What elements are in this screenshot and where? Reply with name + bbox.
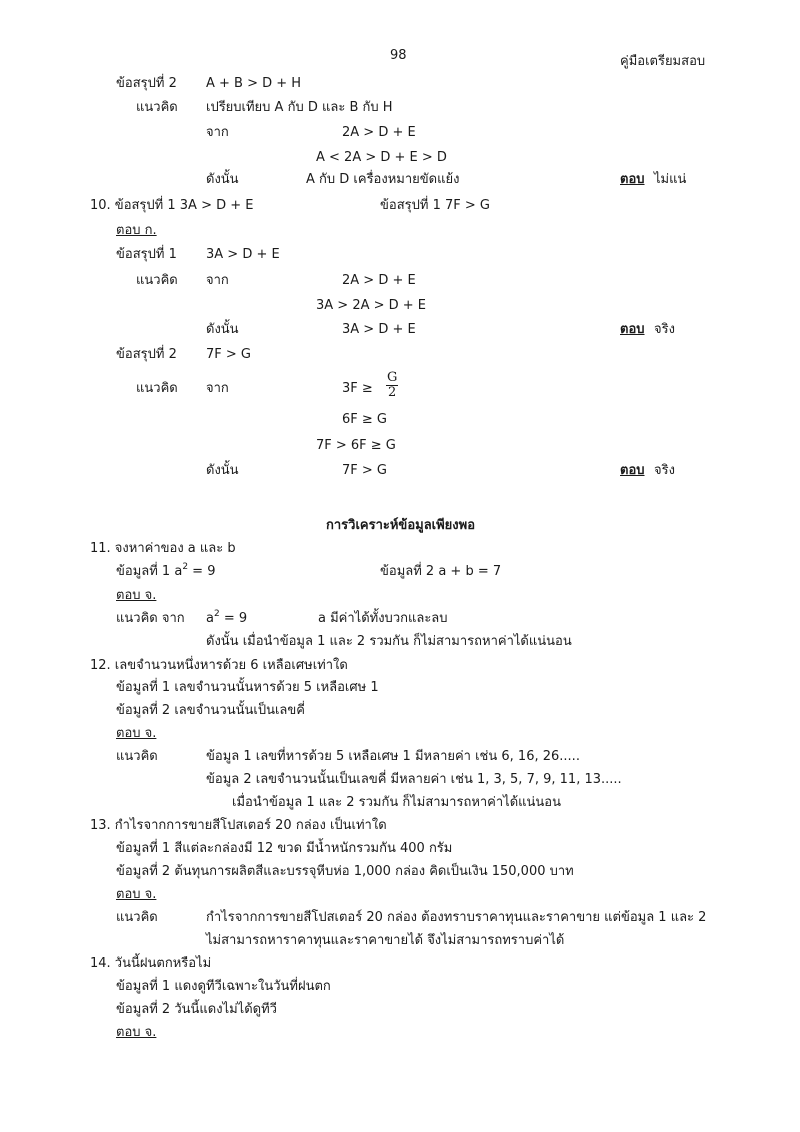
approach-equation: $a^2 = 9$ — [206, 609, 248, 626]
approach-text: เปรียบเทียบ A กับ D และ B กับ H — [206, 100, 393, 115]
conclusion-label: ข้อสรุปที่ 2 — [116, 76, 177, 91]
from-label: จาก — [206, 273, 229, 288]
from-expression: 2A > D + E — [342, 273, 416, 288]
answer: ตอบ จ. — [116, 588, 157, 603]
conclusion-expression: A + B > D + H — [206, 76, 302, 91]
step-expression: 6F ≥ G — [342, 412, 387, 427]
conclusion-label: ข้อสรุปที่ 2 — [116, 347, 177, 362]
data-2: ข้อมูลที่ 2 ต้นทุนการผลิตสีและบรรจุหีบห่อ 1,000 กล่อง คิดเป็นเงิน 150,000 บาท — [116, 864, 574, 879]
approach-line-2: ข้อมูล 2 เลขจำนวนนั้นเป็นเลขคี่ มีหลายค่า เช่น 1, 3, 5, 7, 9, 11, 13..... — [206, 772, 622, 787]
answer-value: จริง — [654, 322, 675, 337]
answer-value: ไม่แน่ — [654, 172, 687, 187]
chain-expression: 3A > 2A > D + E — [316, 298, 427, 313]
therefore-text: A กับ D เครื่องหมายขัดแย้ง — [306, 172, 460, 187]
approach-line-1: กำไรจากการขายสีโปสเตอร์ 20 กล่อง ต้องทราบราคาทุนและราคาขาย แต่ข้อมูล 1 และ 2 — [206, 910, 707, 925]
approach-line-3: เมื่อนำข้อมูล 1 และ 2 รวมกัน ก็ไม่สามารถหาค่าได้แน่นอน — [232, 795, 562, 810]
fraction — [386, 371, 398, 400]
conclusion-label: ข้อสรุปที่ 1 — [116, 247, 177, 262]
fraction-denominator: 2 — [388, 385, 397, 400]
page-number: 98 — [390, 48, 407, 63]
fraction-numerator: G — [387, 370, 398, 385]
therefore-label: ดังนั้น — [206, 172, 239, 187]
approach-label: แนวคิด — [116, 910, 158, 925]
therefore-text: ดังนั้น เมื่อนำข้อมูล 1 และ 2 รวมกัน ก็ไม่สามารถหาค่าได้แน่นอน — [206, 634, 572, 649]
answer: ตอบ จ. — [116, 726, 157, 741]
answer: ตอบ จ. — [116, 887, 157, 902]
approach-label: แนวคิด — [136, 381, 178, 396]
question-11: 11. จงหาค่าของ a และ b — [90, 541, 236, 556]
from-expression: 2A > D + E — [342, 125, 416, 140]
data-1: ข้อมูลที่ 1 $a^2 = 9$ — [116, 562, 216, 579]
chain-expression: A < 2A > D + E > D — [316, 150, 447, 165]
approach-label: แนวคิด — [116, 749, 158, 764]
data-2: ข้อมูลที่ 2 เลขจำนวนนั้นเป็นเลขคี่ — [116, 703, 305, 718]
chain-expression: 7F > 6F ≥ G — [316, 438, 396, 453]
approach-label: แนวคิด — [136, 100, 178, 115]
data-1: ข้อมูลที่ 1 สีแต่ละกล่องมี 12 ขวด มีน้ำหนักรวมกัน 400 กรัม — [116, 841, 453, 856]
therefore-expression: 7F > G — [342, 463, 387, 478]
answer: ตอบ ก. — [116, 223, 157, 238]
therefore-label: ดังนั้น — [206, 463, 239, 478]
question-13: 13. กำไรจากการขายสีโปสเตอร์ 20 กล่อง เป็นเท่าใด — [90, 818, 387, 833]
data-1: ข้อมูลที่ 1 เลขจำนวนนั้นหารด้วย 5 เหลือเศษ 1 — [116, 680, 379, 695]
approach-prefix: แนวคิด จาก — [116, 611, 185, 626]
approach-line-2: ไม่สามารถหาราคาทุนและราคาขายได้ จึงไม่สามารถทราบค่าได้ — [206, 933, 565, 948]
book-title: คู่มือเตรียมสอบ — [620, 54, 706, 69]
fraction-lhs: 3F ≥ — [342, 381, 373, 396]
from-label: จาก — [206, 125, 229, 140]
conclusion-expression: 7F > G — [206, 347, 251, 362]
therefore-expression: 3A > D + E — [342, 322, 416, 337]
approach-note: a มีค่าได้ทั้งบวกและลบ — [318, 611, 448, 626]
data-2: ข้อมูลที่ 2 a + b = 7 — [380, 564, 502, 579]
question-10: 10. ข้อสรุปที่ 1 3A > D + E — [90, 198, 254, 213]
section-title: การวิเคราะห์ข้อมูลเพียงพอ — [326, 518, 476, 533]
approach-line-1: ข้อมูล 1 เลขที่หารด้วย 5 เหลือเศษ 1 มีหลายค่า เช่น 6, 16, 26..... — [206, 749, 580, 764]
answer-label: ตอบ — [620, 172, 645, 187]
data-1: ข้อมูลที่ 1 แดงดูทีวีเฉพาะในวันที่ฝนตก — [116, 979, 331, 994]
answer: ตอบ จ. — [116, 1025, 157, 1040]
answer-label: ตอบ — [620, 463, 645, 478]
answer-label: ตอบ — [620, 322, 645, 337]
question-14: 14. วันนี้ฝนตกหรือไม่ — [90, 956, 212, 971]
question-10-right: ข้อสรุปที่ 1 7F > G — [380, 198, 490, 213]
from-label: จาก — [206, 381, 229, 396]
therefore-label: ดังนั้น — [206, 322, 239, 337]
question-12: 12. เลขจำนวนหนึ่งหารด้วย 6 เหลือเศษเท่าใด — [90, 658, 348, 673]
answer-value: จริง — [654, 463, 675, 478]
approach-label: แนวคิด — [136, 273, 178, 288]
conclusion-expression: 3A > D + E — [206, 247, 280, 262]
data-2: ข้อมูลที่ 2 วันนี้แดงไม่ได้ดูทีวี — [116, 1002, 277, 1017]
